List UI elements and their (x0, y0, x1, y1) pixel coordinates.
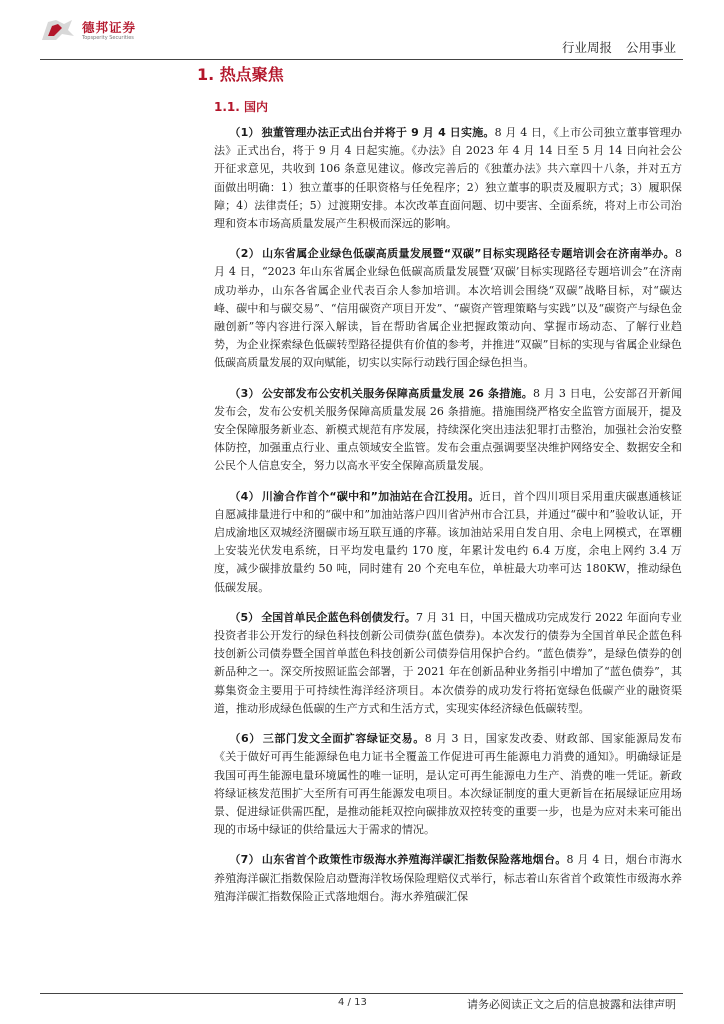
report-sector: 公用事业 (625, 40, 676, 55)
item-text: 7 月 31 日，中国天楹成功完成发行 2022 年面向专业投资者非公开发行的绿色科技创新公司债券(蓝色债券)。本次发行的债券为全国首单民企蓝色科技创新公司债券暨全国首单蓝色科技创新公司债券信用保护合约。“蓝色债券”，是绿色债券的创新品种之一。深交所按照证监会部署，于 2021 年在创新品种业务指引中增加了“蓝色债券”，其募集资金主要用于可持续性海洋经济项目。本次债券的成功发行将拓宽绿色低碳产业的融资渠道，推动形成绿色低碳的生产方式和生活方式，实现实体经济绿色低碳转型。 (214, 610, 682, 715)
item-text: 8 月 3 日电，公安部召开新闻发布会，发布公安机关服务保障高质量发展 26 条措施。措施围绕严格安全监管方面展开，提及安全保障服务新业态、新模式规范有序发展，持续深化突出违法犯罪打击整治，加强社会治安整体防控，加强重点行业、重点领域安全监管。发布会重点强调要坚决维护网络安全、数据安全和公民个人信息安全，努力以高水平安全保障高质量发展。 (214, 386, 682, 473)
item-text: 8 月 3 日，国家发改委、财政部、国家能源局发布《关于做好可再生能源绿色电力证书全覆盖工作促进可再生能源电力消费的通知》。明确绿证是我国可再生能源电量环境属性的唯一证明，是认定可再生能源电力生产、消费的唯一凭证。新政将绿证核发范围扩大至所有可再生能源发电项目。本次绿证制度的重大更新旨在拓展绿证应用场景、促进绿证供需匹配，是推动能耗双控向碳排放双控转变的重要一步，也是为应对未来可能出现的市场中绿证的供给量远大于需求的情况。 (214, 732, 682, 837)
item-headline: 山东省首个政策性市级海水养殖海洋碳汇指数保险落地烟台。 (261, 853, 567, 867)
report-type: 行业周报 (561, 40, 612, 55)
item-text: 近日，首个四川项目采用重庆碳惠通核证自愿减排量进行中和的“碳中和”加油站落户四川省泸州市合江县，并通过“碳中和”验收认证，开启成渝地区双城经济圈碳市场互联互通的序幕。该加油站采用自发自用、余电上网模式，在罩棚上安装光伏发电系统，日平均发电量约 170 度，年累计发电约 6.4 万度，余电上网约 3.4 万度，减少碳排放量约 50 吨，同时建有 20 个充电车位，单桩最大功率可达 180KW，推动绿色低碳发展。 (214, 489, 682, 594)
brand-logo-icon (38, 16, 78, 44)
news-item-1 (214, 124, 682, 233)
item-number: （2） (229, 247, 261, 261)
header-divider (40, 59, 683, 60)
footer-divider (40, 993, 683, 994)
news-item-7 (214, 851, 682, 906)
item-number: （7） (229, 853, 260, 867)
news-item-2 (214, 245, 682, 372)
item-text: 8 月 4 日，“2023 年山东省属企业绿色低碳高质量发展暨‘双碳’目标实现路径专题培训会”在济南成功举办，山东各省属企业代表百余人参加培训。本次培训会围绕“双碳”战略目标，对“碳达峰、碳中和与碳交易”、“信用碳资产项目开发”、“碳资产管理策略与实践”以及“碳资产与绿色金融创新”等内容进行深入解读，旨在帮助省属企业把握政策动向、掌握市场动态、了解行业趋势，为企业探索绿色低碳转型路径提供有价值的参考，并推进“双碳”目标的实现与省属企业绿色低碳高质量发展的双向赋能，切实以实际行动践行国企绿色担当。 (214, 247, 682, 370)
item-headline: 全国首单民企蓝色科创债发行。 (261, 610, 416, 624)
news-item-3 (214, 385, 682, 476)
item-number: （5） (229, 610, 260, 624)
item-number: （4） (229, 489, 260, 503)
news-item-5 (214, 609, 682, 718)
report-category (552, 38, 676, 56)
item-number: （1） (229, 126, 260, 139)
item-headline: 独董管理办法正式出台并将于 9 月 4 日实施。 (261, 126, 495, 139)
legal-disclaimer: 请务必阅读正文之后的信息披露和法律声明 (467, 998, 676, 1011)
section-heading: 1. 热点聚焦 (197, 65, 284, 84)
item-text: 8 月 4 日，烟台市海水养殖海洋碳汇指数保险启动暨海洋牧场保险理赔仪式举行，标志着山东省首个政策性市级海水养殖海洋碳汇指数保险正式落地烟台。海水养殖碳汇保 (214, 853, 682, 903)
subsection-heading: 1.1. 国内 (214, 100, 268, 114)
news-item-4 (214, 488, 682, 597)
item-headline: 三部门发文全面扩容绿证交易。 (262, 732, 425, 746)
item-headline: 山东省属企业绿色低碳高质量发展暨“双碳”目标实现路径专题培训会在济南举办。 (262, 247, 675, 261)
item-headline: 川渝合作首个“碳中和”加油站在合江投用。 (261, 489, 480, 503)
item-number: （6） (229, 732, 261, 746)
item-headline: 公安部发布公安机关服务保障高质量发展 26 条措施。 (261, 386, 534, 400)
brand-name: 德邦证券 (82, 20, 137, 35)
item-text: 8 月 4 日，《上市公司独立董事管理办法》正式出台，将于 9 月 4 日起实施。《办法》自 2023 年 4 月 14 日至 5 月 14 日向社会公开征求意见，共收到 106 条意见建议。修改完善后的《独董办法》共六章四十八条，并对五方面做出明确：1）独立董事的任职资格与任免程序；2）独立董事的职责及履职方式；3）履职保障；4）法律责任；5）过渡期安排。本次改革直面问题、切中要害、全面系统，将对上市公司治理和资本市场高质量发展产生积极而深远的影响。 (214, 126, 682, 231)
brand-subtitle: Topsperity Securities (82, 35, 134, 41)
page-header (0, 0, 724, 62)
item-number: （3） (229, 386, 260, 400)
page-number: 4 / 13 (338, 997, 367, 1008)
article-body (214, 124, 682, 918)
news-item-6 (214, 730, 682, 839)
